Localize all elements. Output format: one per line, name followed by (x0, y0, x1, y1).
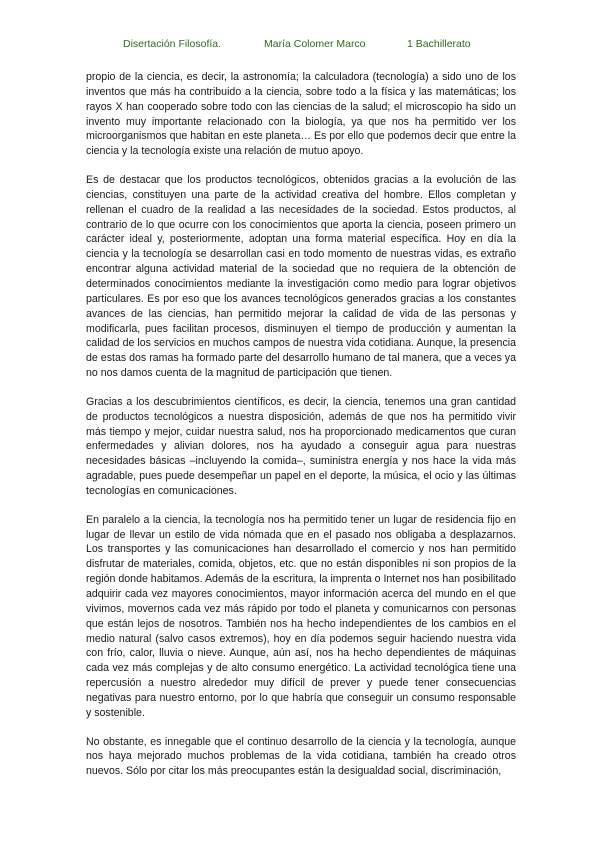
paragraph: No obstante, es innegable que el continuo desarrollo de la ciencia y la tecnología, aunque nos haya mejorado muchos problemas de la vida cotidiana, también ha creado otros nuevos. Sólo por citar los más preocupantes están la desigualdad social, discriminación, (86, 735, 516, 778)
paragraph: En paralelo a la ciencia, la tecnología nos ha permitido tener un lugar de residencia fijo en lugar de llevar un estilo de vida nómada que en el pasado nos obligaba a desplazarnos. Los transportes y las comunicaciones han desarrollado el comercio y nos han permitido disfrutar de materiales, comida, objetos, etc. que no están disponibles ni son propios de la región donde habitamos. Además de la escritura, la imprenta o Internet nos han posibilitado adquirir cada vez mayores conocimientos, mayor información acerca del mundo en el que vivimos, movernos cada vez más rápido por todo el planeta y comunicarnos con personas que están lejos de nosotros. También nos ha hecho independientes de los cambios en el medio natural (salvo casos extremos), hoy en día podemos seguir haciendo nuestra vida con frío, calor, lluvia o nieve. Aunque, aún así, nos ha hecho dependientes de máquinas cada vez más complejas y de alto consumo energético. La actividad tecnológica tiene una repercusión a nuestro alrededor muy difícil de prever y puede tener consecuencias negativas para nuestro entorno, por lo que habría que conseguir un consumo responsable y sostenible. (86, 513, 516, 719)
paragraph: propio de la ciencia, es decir, la astronomía; la calculadora (tecnología) a sido uno de los inventos que más ha contribuido a la ciencia, sobre todo a la física y las matemáticas; los rayos X han cooperado sobre todo con las ciencias de la salud; el microscopio ha sido un invento muy importante relacionado con la biología, ya que nos ha permitido ver los microorganismos que habitan en este planeta… Es por ello que podemos decir que entre la ciencia y la tecnología existe una relación de mutuo apoyo. (86, 71, 516, 158)
document-body (86, 70, 516, 793)
header-title: Disertación Filosofía. (123, 38, 222, 50)
paragraph: Es de destacar que los productos tecnológicos, obtenidos gracias a la evolución de las ciencias, constituyen una parte de la actividad creativa del hombre. Ellos completan y rellenan el cuadro de la realidad a las necesidades de la sociedad. Estos productos, al contrario de lo que ocurre con los conocimientos que aporta la ciencia, poseen primero un carácter ideal y, posteriormente, adoptan una forma material específica. Hoy en día la ciencia y la tecnología se desarrollan casi en todo momento de nuestras vidas, es extraño encontrar alguna actividad material de la sociedad que no requiera de la obtención de determinados conocimientos mediante la investigación como medio para lograr objetivos particulares. Es por eso que los avances tecnológicos generados gracias a los constantes avances de las ciencias, han permitido mejorar la calidad de vida de las personas y modificarla, pues facilitan procesos, disminuyen el tiempo de producción y aumentan la calidad de los servicios en muchos campos de nuestra vida cotidiana. Aunque, la presencia de estas dos ramas ha formado parte del desarrollo humano de tal manera, que a veces ya no nos damos cuenta de la magnitud de participación que tienen. (86, 174, 516, 380)
page-header (0, 38, 600, 52)
paragraph: Gracias a los descubrimientos científicos, es decir, la ciencia, tenemos una gran cantidad de productos tecnológicos a nuestra disposición, además de que nos ha permitido vivir más tiempo y mejor, cuidar nuestra salud, nos ha proporcionado medicamentos que curan enfermedades y alivian dolores, nos ha ayudado a conseguir agua para nuestras necesidades básicas –incluyendo la comida–, suministra energía y nos hace la vida más agradable, pues puede desempeñar un papel en el deporte, la música, el ocio y las últimas tecnologías en comunicaciones. (86, 395, 516, 497)
header-author: María Colomer Marco (264, 38, 366, 50)
header-course: 1 Bachillerato (407, 38, 471, 50)
